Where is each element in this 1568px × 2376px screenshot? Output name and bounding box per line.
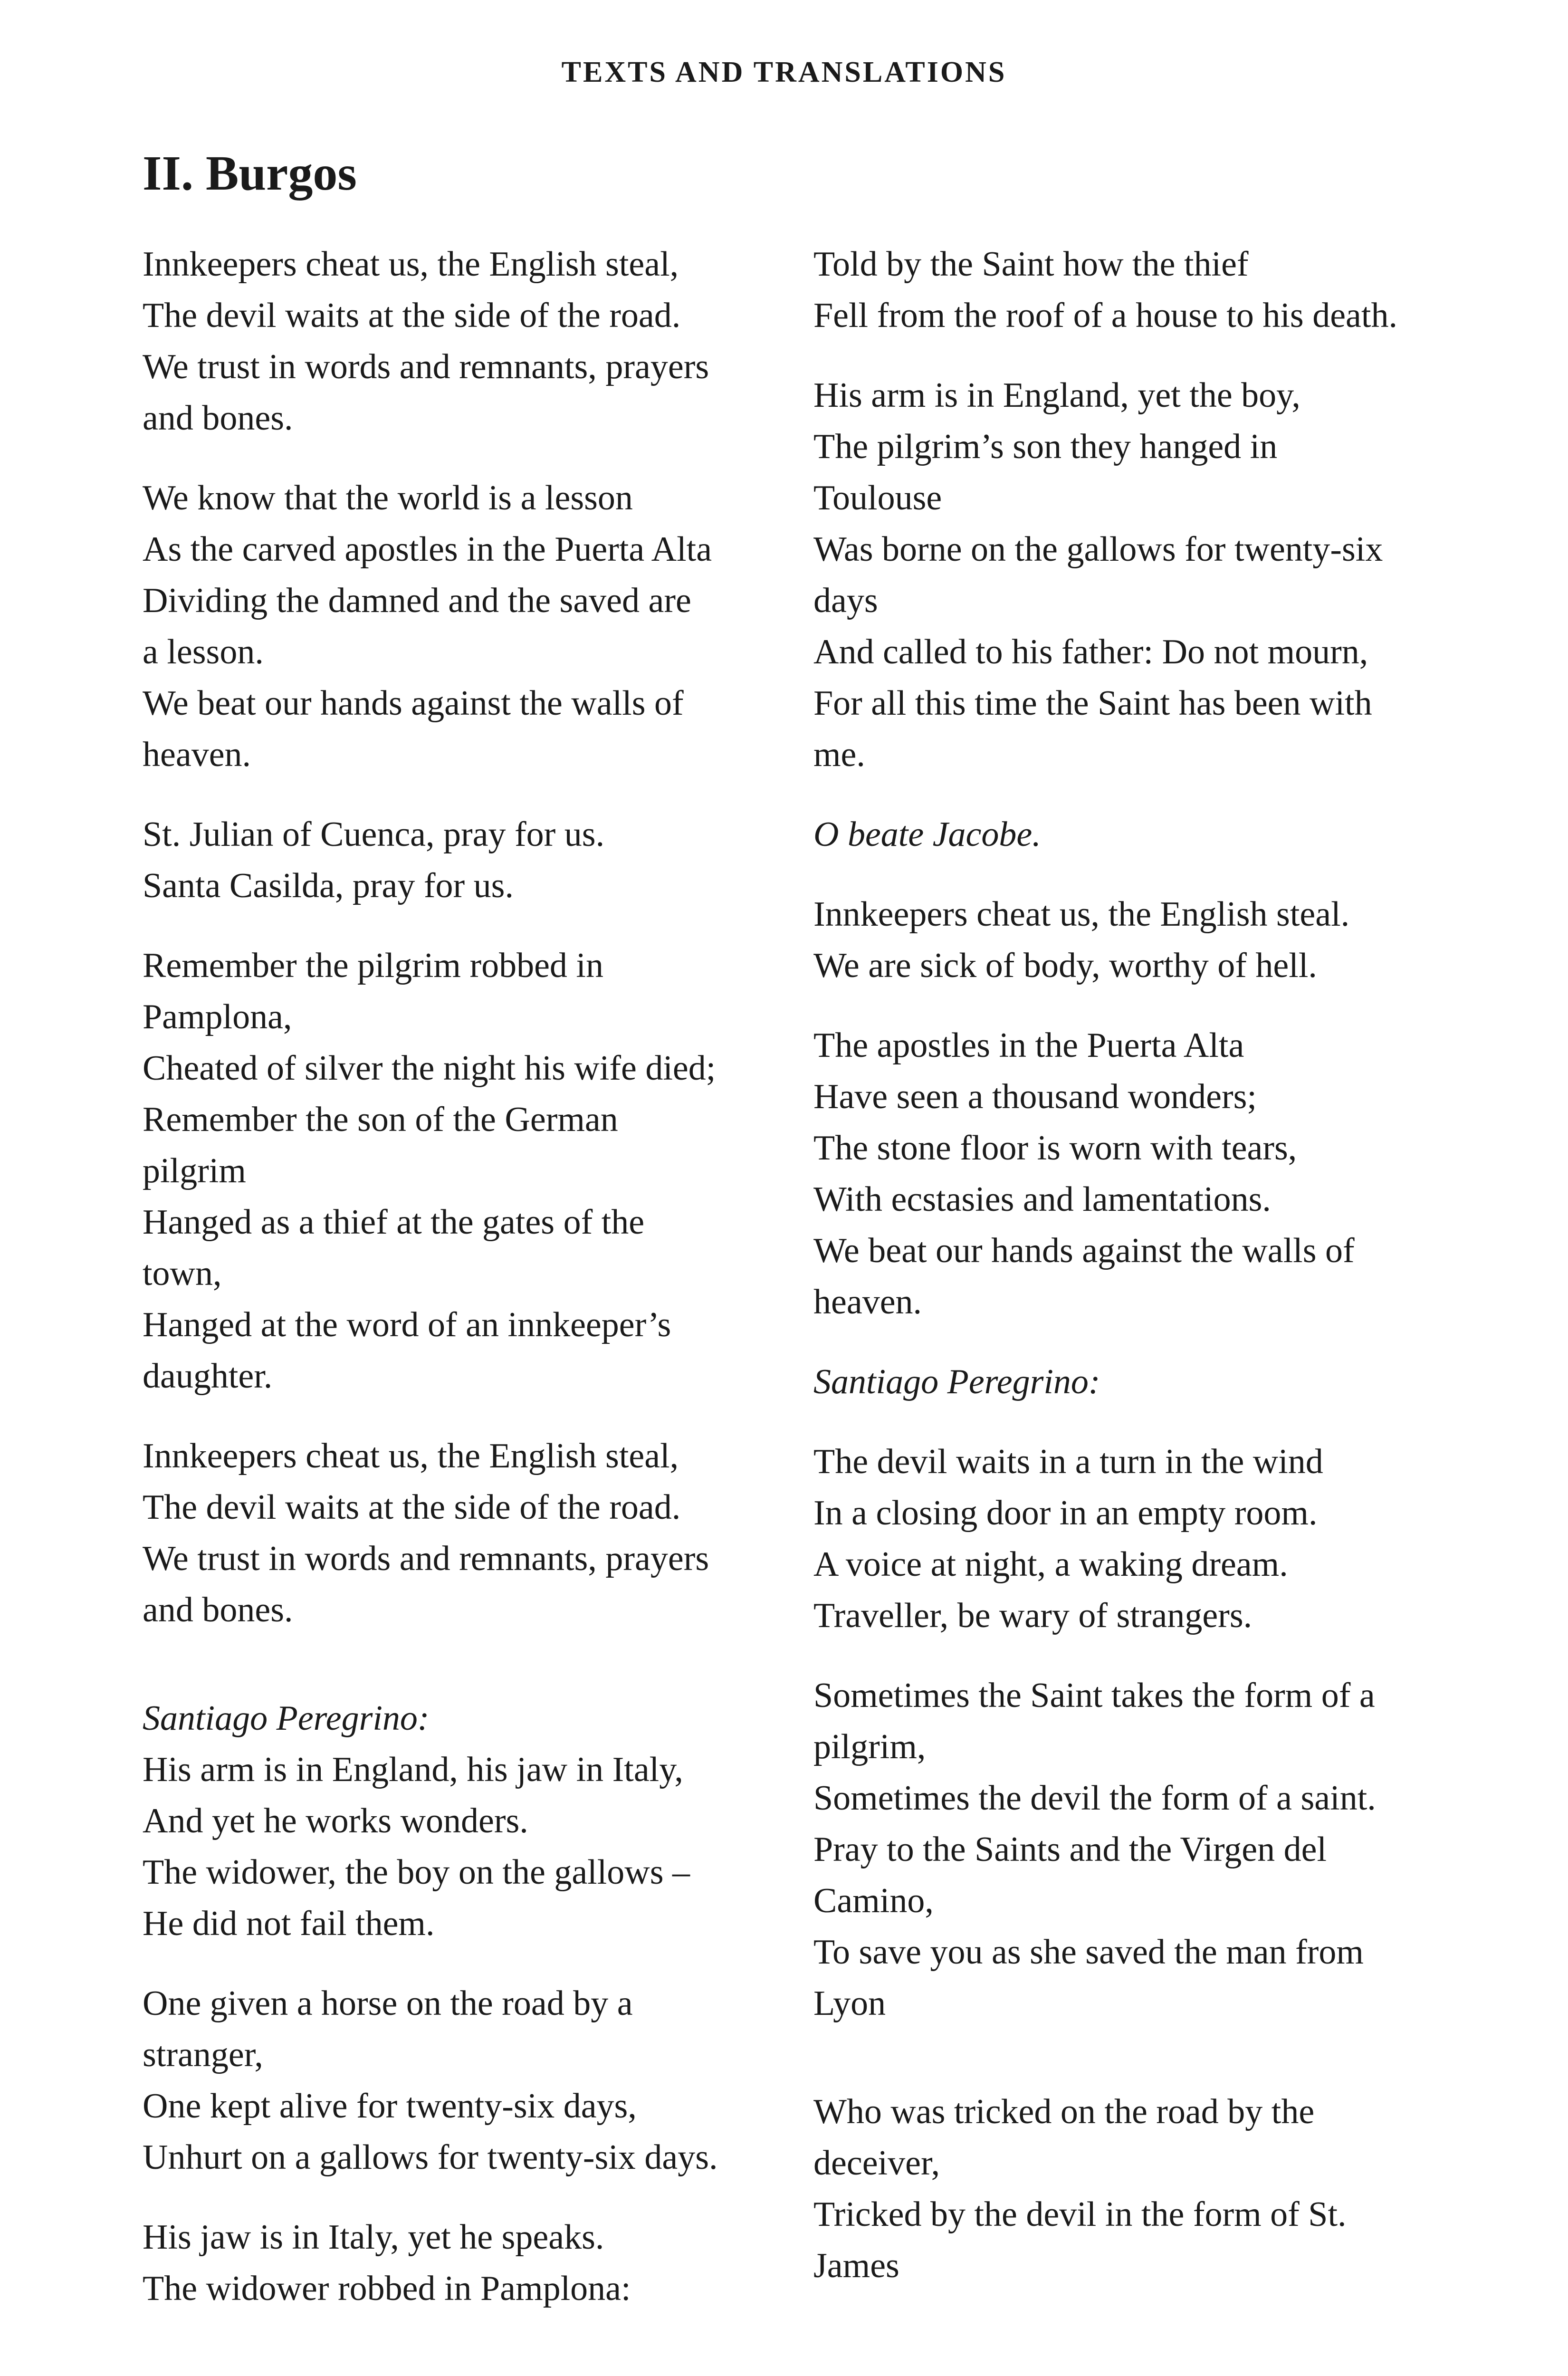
verse-line: Innkeepers cheat us, the English steal.	[813, 895, 1350, 934]
verse-line: Traveller, be wary of strangers.	[813, 1596, 1252, 1635]
verse-line: Sometimes the devil the form of a saint.	[813, 1779, 1376, 1818]
verse-line: Fell from the roof of a house to his death.	[813, 296, 1397, 335]
stanza	[813, 889, 1431, 991]
right-column	[813, 239, 1431, 2320]
verse-line: We beat our hands against the walls of	[813, 1231, 1355, 1270]
verse-line: Have seen a thousand wonders;	[813, 1077, 1257, 1116]
verse-line: Told by the Saint how the thief	[813, 245, 1249, 284]
italic-heading: Santiago Peregrino:	[813, 1362, 1100, 1401]
verse-line: and bones.	[143, 399, 293, 438]
verse-line: We are sick of body, worthy of hell.	[813, 946, 1317, 985]
verse-line: Camino,	[813, 1881, 934, 1920]
stanza	[813, 239, 1431, 341]
verse-line: For all this time the Saint has been with	[813, 684, 1372, 723]
stanza	[813, 2086, 1431, 2291]
verse-line: Remember the pilgrim robbed in	[143, 946, 603, 985]
stanza	[813, 1436, 1431, 1641]
verse-line: daughter.	[143, 1357, 273, 1396]
verse-line: We know that the world is a lesson	[143, 479, 633, 517]
stanza	[813, 809, 1431, 860]
verse-line: Dividing the damned and the saved are	[143, 581, 691, 620]
verse-line: The widower robbed in Pamplona:	[143, 2269, 631, 2308]
verse-line: One kept alive for twenty-six days,	[143, 2087, 637, 2126]
verse-line: St. Julian of Cuenca, pray for us.	[143, 815, 605, 854]
verse-line: days	[813, 581, 878, 620]
verse-line: The pilgrim’s son they hanged in	[813, 427, 1278, 466]
verse-line: Was borne on the gallows for twenty-six	[813, 530, 1383, 569]
running-head: TEXTS AND TRANSLATIONS	[561, 56, 1007, 88]
left-column	[143, 239, 760, 2343]
verse-line: He did not fail them.	[143, 1904, 435, 1943]
verse-line: One given a horse on the road by a	[143, 1984, 633, 2023]
verse-line: Unhurt on a gallows for twenty-six days.	[143, 2138, 718, 2177]
stanza	[143, 1693, 760, 1949]
verse-line: And called to his father: Do not mourn,	[813, 632, 1368, 671]
verse-line: and bones.	[143, 1590, 293, 1629]
verse-line: The devil waits in a turn in the wind	[813, 1442, 1323, 1481]
stanza	[813, 1356, 1431, 1408]
section-title: II. Burgos	[143, 146, 357, 201]
verse-line: James	[813, 2246, 899, 2285]
verse-line: The apostles in the Puerta Alta	[813, 1026, 1244, 1065]
verse-line: We trust in words and remnants, prayers	[143, 1539, 709, 1578]
verse-line: Who was tricked on the road by the	[813, 2092, 1315, 2131]
verse-line: The devil waits at the side of the road.	[143, 1488, 681, 1527]
stanza	[143, 809, 760, 911]
verse-line: As the carved apostles in the Puerta Alta	[143, 530, 712, 569]
verse-line: me.	[813, 735, 865, 774]
verse-line: In a closing door in an empty room.	[813, 1494, 1318, 1533]
stanza	[813, 1020, 1431, 1328]
verse-line: Hanged as a thief at the gates of the	[143, 1203, 645, 1242]
verse-line: stranger,	[143, 2035, 263, 2074]
verse-line: With ecstasies and lamentations.	[813, 1180, 1271, 1219]
stanza	[143, 940, 760, 1402]
verse-line: To save you as she saved the man from	[813, 1933, 1364, 1972]
verse-line: The widower, the boy on the gallows –	[143, 1853, 690, 1892]
verse-line: Pray to the Saints and the Virgen del	[813, 1830, 1327, 1869]
stanza	[143, 1978, 760, 2183]
verse-line: Cheated of silver the night his wife died;	[143, 1049, 716, 1088]
verse-line: The stone floor is worn with tears,	[813, 1129, 1297, 1168]
verse-line: Hanged at the word of an innkeeper’s	[143, 1305, 671, 1344]
verse-line: Remember the son of the German	[143, 1100, 618, 1139]
verse-line: Lyon	[813, 1984, 886, 2023]
verse-line: town,	[143, 1254, 222, 1293]
stanza	[143, 472, 760, 780]
verse-line: His arm is in England, yet the boy,	[813, 376, 1300, 415]
verse-line: heaven.	[813, 1283, 922, 1322]
verse-line: Santa Casilda, pray for us.	[143, 866, 514, 905]
verse-line: His arm is in England, his jaw in Italy,	[143, 1750, 683, 1789]
verse-line: And yet he works wonders.	[143, 1801, 528, 1840]
verse-line: We beat our hands against the walls of	[143, 684, 684, 723]
verse-line: pilgrim	[143, 1151, 246, 1190]
verse-line: Tricked by the devil in the form of St.	[813, 2195, 1347, 2234]
stanza	[813, 370, 1431, 780]
verse-line: heaven.	[143, 735, 251, 774]
verse-line: pilgrim,	[813, 1727, 926, 1766]
verse-line: a lesson.	[143, 632, 264, 671]
verse-line: A voice at night, a waking dream.	[813, 1545, 1288, 1584]
stanza	[143, 239, 760, 444]
verse-line: Pamplona,	[143, 997, 292, 1036]
verse-line: Sometimes the Saint takes the form of a	[813, 1676, 1375, 1715]
verse-line: Innkeepers cheat us, the English steal,	[143, 245, 679, 284]
verse-line: His jaw is in Italy, yet he speaks.	[143, 2218, 604, 2257]
verse-line: We trust in words and remnants, prayers	[143, 347, 709, 386]
stanza	[143, 2212, 760, 2314]
italic-heading: O beate Jacobe.	[813, 815, 1041, 854]
verse-line: Innkeepers cheat us, the English steal,	[143, 1437, 679, 1475]
stanza	[143, 1430, 760, 1636]
verse-line: The devil waits at the side of the road.	[143, 296, 681, 335]
verse-line: Toulouse	[813, 479, 942, 517]
verse-line: deceiver,	[813, 2144, 940, 2183]
stanza	[813, 1670, 1431, 2029]
italic-heading: Santiago Peregrino:	[143, 1699, 430, 1738]
